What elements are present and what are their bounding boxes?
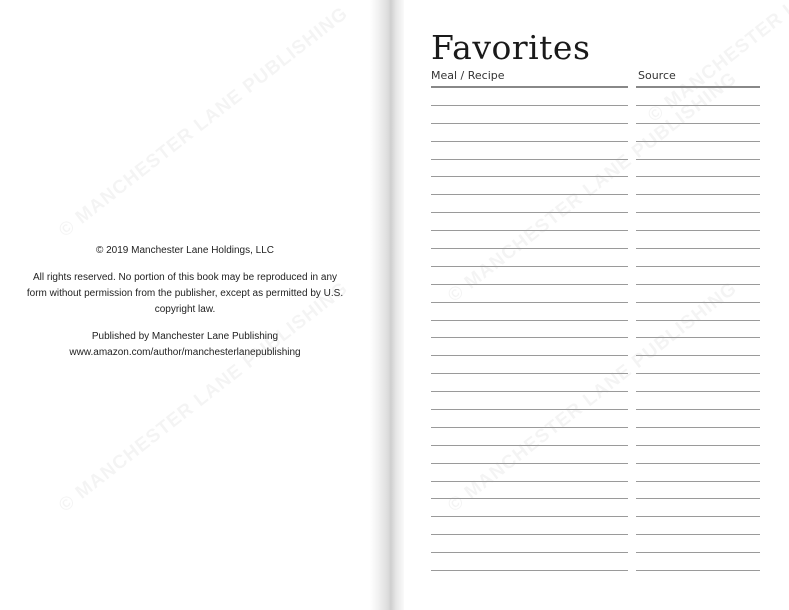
rights-statement: All rights reserved. No portion of this book may be reproduced in any form without permission from the publisher, except as permitted by U.S. copyright law. xyxy=(26,272,344,315)
write-line xyxy=(636,552,760,553)
write-line xyxy=(636,409,760,410)
write-line xyxy=(636,212,760,213)
write-line xyxy=(636,123,760,124)
write-line xyxy=(431,141,628,142)
write-line xyxy=(431,159,628,160)
write-line xyxy=(636,337,760,338)
write-line xyxy=(636,445,760,446)
write-line xyxy=(431,176,628,177)
left-page xyxy=(0,0,378,610)
write-line xyxy=(636,463,760,464)
write-line xyxy=(431,570,628,571)
column-header-source: Source xyxy=(638,69,676,82)
column-header-meal: Meal / Recipe xyxy=(431,69,505,82)
write-line xyxy=(636,498,760,499)
write-line xyxy=(636,427,760,428)
write-line xyxy=(431,409,628,410)
write-line xyxy=(636,534,760,535)
write-line xyxy=(431,123,628,124)
write-line xyxy=(636,105,760,106)
write-line xyxy=(431,230,628,231)
write-line xyxy=(636,373,760,374)
write-line xyxy=(431,337,628,338)
write-line xyxy=(431,302,628,303)
write-line xyxy=(636,391,760,392)
write-line xyxy=(431,194,628,195)
write-line xyxy=(431,391,628,392)
write-line xyxy=(636,230,760,231)
write-line xyxy=(431,516,628,517)
write-line xyxy=(431,320,628,321)
header-rule xyxy=(636,86,760,88)
write-line xyxy=(431,534,628,535)
write-line xyxy=(636,284,760,285)
write-line xyxy=(636,570,760,571)
write-line xyxy=(431,427,628,428)
write-line xyxy=(431,355,628,356)
publisher-line: Published by Manchester Lane Publishing xyxy=(91,331,279,342)
meal-column xyxy=(431,86,628,571)
write-line xyxy=(636,176,760,177)
write-line xyxy=(431,284,628,285)
watermark xyxy=(55,3,353,242)
write-line xyxy=(636,320,760,321)
write-line xyxy=(431,445,628,446)
write-line xyxy=(636,141,760,142)
copyright-block xyxy=(24,243,346,372)
write-line xyxy=(431,552,628,553)
write-line xyxy=(636,516,760,517)
write-line xyxy=(431,373,628,374)
write-line xyxy=(636,266,760,267)
page-title: Favorites xyxy=(431,28,591,67)
write-line xyxy=(636,302,760,303)
copyright-notice: © 2019 Manchester Lane Holdings, LLC xyxy=(95,245,275,256)
write-line xyxy=(636,248,760,249)
write-line xyxy=(636,194,760,195)
write-line xyxy=(431,463,628,464)
source-column xyxy=(636,86,760,571)
publisher-url: www.amazon.com/author/manchesterlanepublishing xyxy=(69,347,301,358)
write-line xyxy=(636,355,760,356)
write-line xyxy=(431,481,628,482)
write-line xyxy=(431,498,628,499)
write-line xyxy=(431,105,628,106)
write-line xyxy=(431,212,628,213)
write-line xyxy=(636,481,760,482)
write-line xyxy=(431,248,628,249)
header-rule xyxy=(431,86,628,88)
write-line xyxy=(431,266,628,267)
write-line xyxy=(636,159,760,160)
